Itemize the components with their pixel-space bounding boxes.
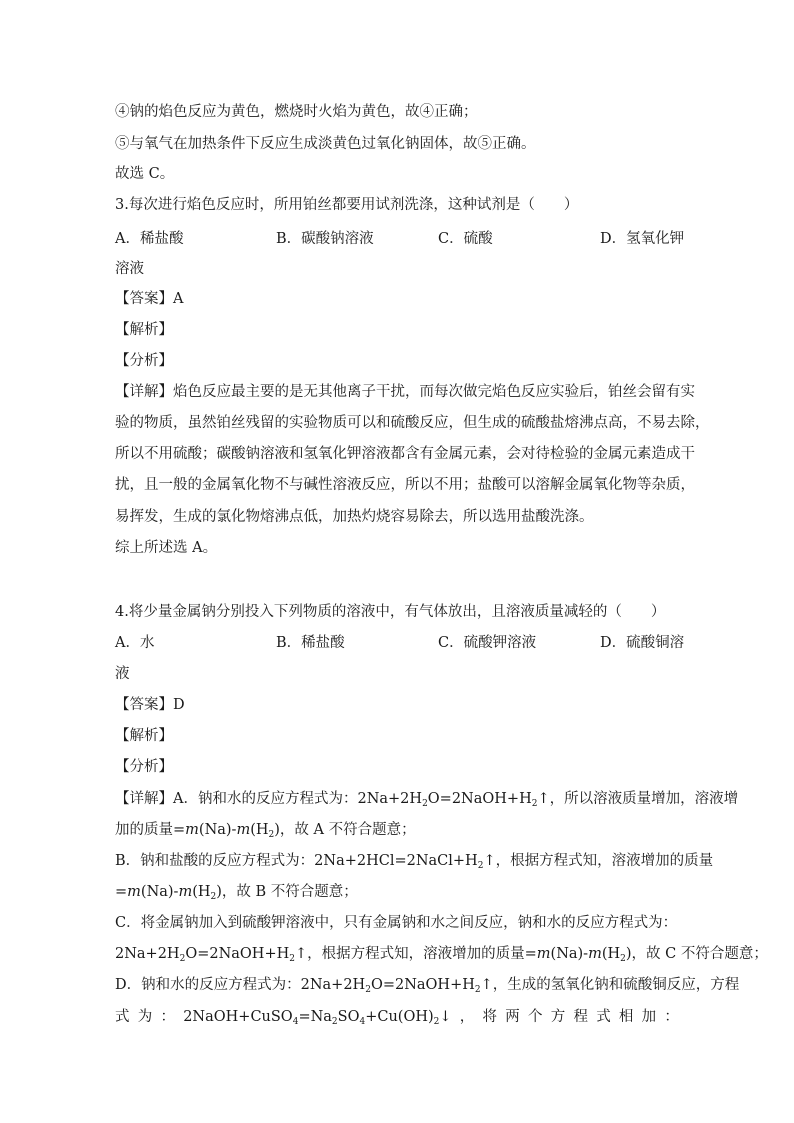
q4-detail-c-line2: $2Na+2H_2O=2NaOH+H_2↑$，根据方程式知，溶液增加的质量$=m(Na)-m(H_2)$，故 C 不符合题意； — [115, 946, 768, 964]
q3-option-c: C．硫酸 — [438, 231, 493, 247]
q3-option-d: D．氢氧化钾 — [600, 231, 685, 247]
q3-fenxi-heading: 【分析】 — [115, 353, 173, 369]
q4-option-b: B．稀盐酸 — [276, 635, 345, 651]
q4-answer: 【答案】D — [115, 697, 185, 713]
q3-detail-line: 【详解】焰色反应最主要的是无其他离子干扰，而每次做完焰色反应实验后，铂丝会留有实 — [115, 384, 695, 400]
equation-cuso4: $2NaOH+CuSO_4=Na_2SO_4+Cu(OH)_2↓$ — [183, 1009, 452, 1027]
q4-detail-b-line2: $=m(Na)-m(H_2)$，故 B 不符合题意； — [115, 884, 358, 902]
q4-detail-b-line1: B．钠和盐酸的反应方程式为：$2Na+2HCl=2NaCl+H_2↑$，根据方程式知，溶液增加的质量 — [115, 853, 714, 871]
q4-detail-c-line1: C．将金属钠加入到硫酸钾溶液中，只有金属钠和水之间反应，钠和水的反应方程式为： — [115, 915, 678, 931]
text-line: ⑤与氧气在加热条件下反应生成淡黄色过氧化钠固体，故⑤正确。 — [115, 136, 536, 152]
q4-detail-d-line1: D．钠和水的反应方程式为：$2Na+2H_2O=2NaOH+H_2↑$，生成的氢氧化钠和硫酸铜反应，方程 — [115, 977, 740, 995]
question-4-stem: 4.将少量金属钠分别投入下列物质的溶液中，有气体放出，且溶液质量减轻的（ ） — [115, 604, 666, 620]
q4-detail-a-line2: 加的质量$=m(Na)-m(H_2)$，故 A 不符合题意； — [115, 822, 416, 840]
q3-summary: 综上所述选 A。 — [115, 540, 218, 556]
q4-detail-d-line2: 式 为 ： $2NaOH+CuSO_4=Na_2SO_4+Cu(OH)_2↓$ ， 将 两 个 方 程 式 相 加 ： — [115, 1009, 679, 1027]
q4-fenxi-heading: 【分析】 — [115, 759, 173, 775]
text-line: 故选 C。 — [115, 166, 175, 182]
q3-option-a: A．稀盐酸 — [115, 231, 184, 247]
q4-option-d: D．硫酸铜溶 — [600, 635, 685, 651]
q3-option-wrap: 溶液 — [115, 261, 144, 277]
q4-option-c: C．硫酸钾溶液 — [438, 635, 537, 651]
q3-detail-line: 易挥发，生成的氯化物熔沸点低，加热灼烧容易除去，所以选用盐酸洗涤。 — [115, 509, 594, 525]
q4-option-a: A．水 — [115, 635, 155, 651]
q4-option-wrap: 液 — [115, 666, 130, 682]
q4-detail-a-line1: 【详解】A．钠和水的反应方程式为：$2Na+2H_2O=2NaOH+H_2↑$，所以溶液质量增加，溶液增 — [115, 791, 739, 809]
q3-detail-line: 扰，且一般的金属氧化物不与碱性溶液反应，所以不用；盐酸可以溶解金属氧化物等杂质， — [115, 477, 695, 493]
q3-detail-line: 所以不用硫酸；碳酸钠溶液和氢氧化钾溶液都含有金属元素，会对待检验的金属元素造成干 — [115, 446, 695, 462]
q3-option-b: B．碳酸钠溶液 — [276, 231, 374, 247]
q4-jiexi-heading: 【解析】 — [115, 728, 173, 744]
question-3-stem: 3.每次进行焰色反应时，所用铂丝都要用试剂洗涤，这种试剂是（ ） — [115, 197, 579, 213]
q3-answer: 【答案】A — [115, 291, 184, 307]
q3-detail-line: 验的物质，虽然铂丝残留的实验物质可以和硫酸反应，但生成的硫酸盐熔沸点高，不易去除， — [115, 415, 710, 431]
q3-jiexi-heading: 【解析】 — [115, 322, 173, 338]
text-line: ④钠的焰色反应为黄色，燃烧时火焰为黄色，故④正确； — [115, 104, 478, 120]
